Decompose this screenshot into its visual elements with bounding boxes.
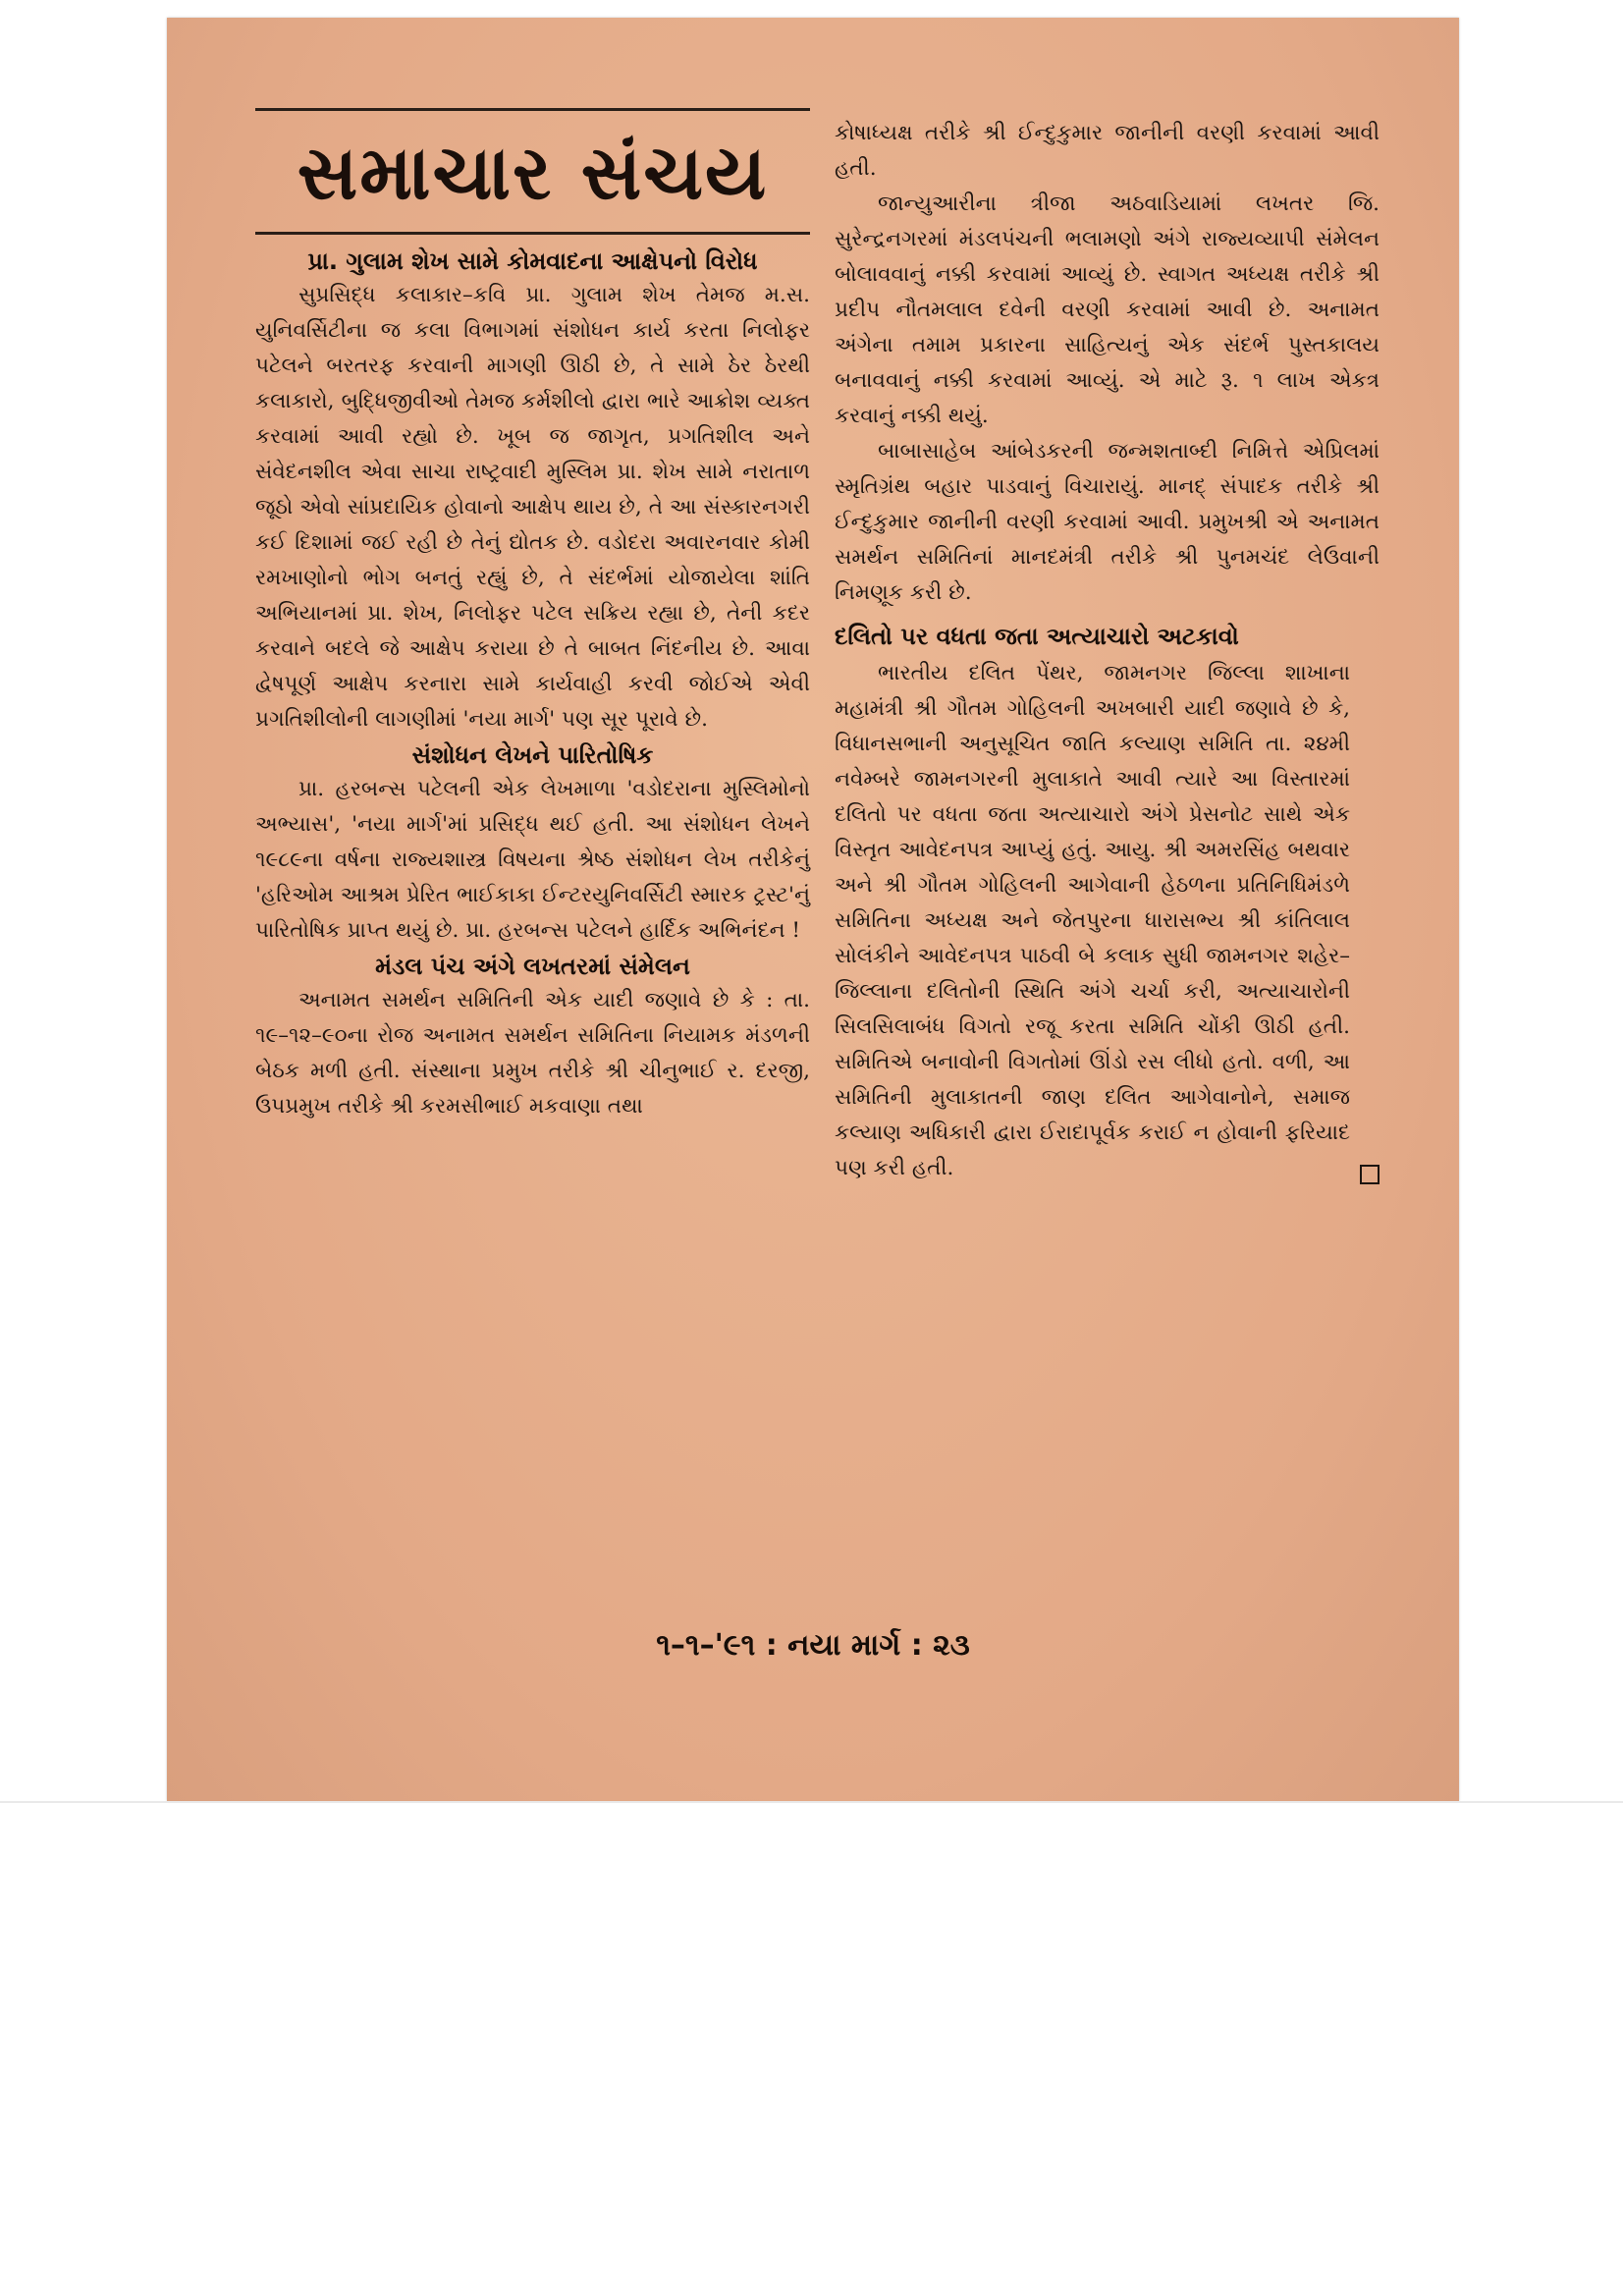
end-of-article-square-icon (1360, 1165, 1380, 1184)
article-dalit-atrocities: ભારતીય દલિત પેંથર, જામનગર જિલ્લા શાખાના મહામંત્રી શ્રી ગૌતમ ગોહિલની અખબારી યાદી જણાવે છે કે, વિધાનસભાની અનુસૂચિત જાતિ કલ્યાણ સમિતિ તા. ૨૪મી નવેમ્બરે જામનગરની મુલાકાતે આવી ત્યારે આ વિસ્તારમાં દલિતો પર વધતા જતા અત્યાચારો અંગે પ્રેસનોટ સાથે એક વિસ્તૃત આવેદનપત્ર આપ્યું હતું. આયુ. શ્રી અમરસિંહ બથવાર અને શ્રી ગૌતમ ગોહિલની આગેવાની હેઠળના પ્રતિનિધિમંડળે સમિતિના અધ્યક્ષ અને જેતપુરના ધારાસભ્ય શ્રી કાંતિલાલ સોલંકીને આવેદનપત્ર પાઠવી બે કલાક સુધી જામનગર શહેર–જિલ્લાના દલિતોની સ્થિતિ અંગે ચર્ચા કરી, અત્યાચારોની સિલસિલાબંધ વિગતો રજૂ કરતા સમિતિ ચોંકી ઊઠી હતી. સમિતિએ બનાવોની વિગતોમાં ઊંડો રસ લીધો હતો. વળી, આ સમિતિની મુલાકાતની જાણ દલિત આગેવાનોને, સમાજ કલ્યાણ અધિકારી દ્વારા ઈરાદાપૂર્વક કરાઈ ન હોવાની ફરિયાદ પણ કરી હતી. (835, 661, 1350, 1180)
article-ambedkar-centenary: બાબાસાહેબ આંબેડકરની જન્મશતાબ્દી નિમિત્તે એપ્રિલમાં સ્મૃતિગ્રંથ બહાર પાડવાનું વિચારાયું. માનદ્ સંપાદક તરીકે શ્રી ઈન્દુકુમાર જાનીની વરણી કરવામાં આવી. પ્રમુખશ્રી એ અનામત સમર્થન સમિતિનાં માનદમંત્રી તરીકે શ્રી પુનમચંદ લેઉવાની નિમણૂક કરી છે. (835, 439, 1380, 605)
section-heading-gulam-sheikh: પ્રા. ગુલામ શેખ સામે કોમવાદના આક્ષેપનો વિરોધ (307, 247, 758, 275)
scanned-page (167, 18, 1459, 1801)
section-heading-research-award: સંશોધન લેખને પારિતોષિક (411, 741, 654, 769)
masthead-bottom-rule (255, 232, 810, 235)
article-treasurer: કોષાધ્યક્ષ તરીકે શ્રી ઈન્દુકુમાર જાનીની વરણી કરવામાં આવી હતી. (835, 121, 1380, 181)
masthead-top-rule (255, 108, 810, 111)
section-heading-dalit-atrocities: દલિતો પર વધતા જતા અત્યાચારો અટકાવો (835, 623, 1239, 650)
article-lakhtar-conference: જાન્યુઆરીના ત્રીજા અઠવાડિયામાં લખતર જિ. સુરેન્દ્રનગરમાં મંડલપંચની ભલામણો અંગે રાજ્યવ્યાપી સંમેલન બોલાવવાનું નક્કી કરવામાં આવ્યું છે. સ્વાગત અધ્યક્ષ તરીકે શ્રી પ્રદીપ નૌતમલાલ દવેની વરણી કરવામાં આવી છે. અનામત અંગેના તમામ પ્રકારના સાહિત્યનું એક સંદર્ભ પુસ્તકાલય બનાવવાનું નક્કી કરવામાં આવ્યું. એ માટે રૂ. ૧ લાખ એકત્ર કરવાનું નક્કી થયું. (835, 191, 1380, 428)
right-column (835, 116, 1380, 1186)
article-research-award: પ્રા. હરબન્સ પટેલની એક લેખમાળા 'વડોદરાના મુસ્લિમોનો અભ્યાસ', 'નયા માર્ગ'માં પ્રસિદ્ધ થઈ હતી. આ સંશોધન લેખને ૧૯૮૯ના વર્ષના રાજ્યશાસ્ત્ર વિષયના શ્રેષ્ઠ સંશોધન લેખ તરીકેનું 'હરિઓમ આશ્રમ પ્રેરિત ભાઈકાકા ઈન્ટરયુનિવર્સિટી સ્મારક ટ્રસ્ટ'નું પારિતોષિક પ્રાપ્ત થયું છે. પ્રા. હરબન્સ પટેલને હાર્દિક અભિનંદન ! (255, 777, 810, 943)
article-mandal-conference: અનામત સમર્થન સમિતિની એક યાદી જણાવે છે કે : તા. ૧૯–૧૨–૯૦ના રોજ અનામત સમર્થન સમિતિના નિયામક મંડળની બેઠક મળી હતી. સંસ્થાના પ્રમુખ તરીકે શ્રી ચીનુભાઈ ર. દરજી, ઉપપ્રમુખ તરીકે શ્રી કરમસીભાઈ મકવાણા તથા (255, 988, 810, 1119)
masthead-title: સમાચાર સંચય (297, 129, 769, 216)
page-footer: ૧–૧–'૯૧ : નયા માર્ગ : ૨૩ (656, 1628, 970, 1663)
article-gulam-sheikh: સુપ્રસિદ્ધ કલાકાર–કવિ પ્રા. ગુલામ શેખ તેમજ મ.સ. યુનિવર્સિટીના જ કલા વિભાગમાં સંશોધન કાર્ય કરતા નિલોફર પટેલને બરતરફ કરવાની માગણી ઊઠી છે, તે સામે ઠેર ઠેરથી કલાકારો, બુદ્ધિજીવીઓ તેમજ કર્મશીલો દ્વારા ભારે આક્રોશ વ્યક્ત કરવામાં આવી રહ્યો છે. ખૂબ જ જાગૃત, પ્રગતિશીલ અને સંવેદનશીલ એવા સાચા રાષ્ટ્રવાદી મુસ્લિમ પ્રા. શેખ સામે નરાતાળ જૂઠો એવો સાંપ્રદાયિક હોવાનો આક્ષેપ થાય છે, તે આ સંસ્કારનગરી કઈ દિશામાં જઈ રહી છે તેનું દ્યોતક છે. વડોદરા અવારનવાર કોમી રમખાણોનો ભોગ બનતું રહ્યું છે, તે સંદર્ભમાં યોજાયેલા શાંતિ અભિયાનમાં પ્રા. શેખ, નિલોફર પટેલ સક્રિય રહ્યા છે, તેની કદર કરવાને બદલે જે આક્ષેપ કરાયા છે તે બાબત નિંદનીય છે. આવા દ્વેષપૂર્ણ આક્ષેપ કરનારા સામે કાર્યવાહી કરવી જોઈએ એવી પ્રગતિશીલોની લાગણીમાં 'નયા માર્ગ' પણ સૂર પૂરાવે છે. (255, 283, 810, 732)
page-edge-line (0, 1801, 1623, 1803)
article-dalit-atrocities-wrapper (835, 656, 1380, 1186)
section-heading-mandal-conference: મંડલ પંચ અંગે લખતરમાં સંમેલન (375, 953, 690, 980)
left-column (255, 246, 810, 1124)
